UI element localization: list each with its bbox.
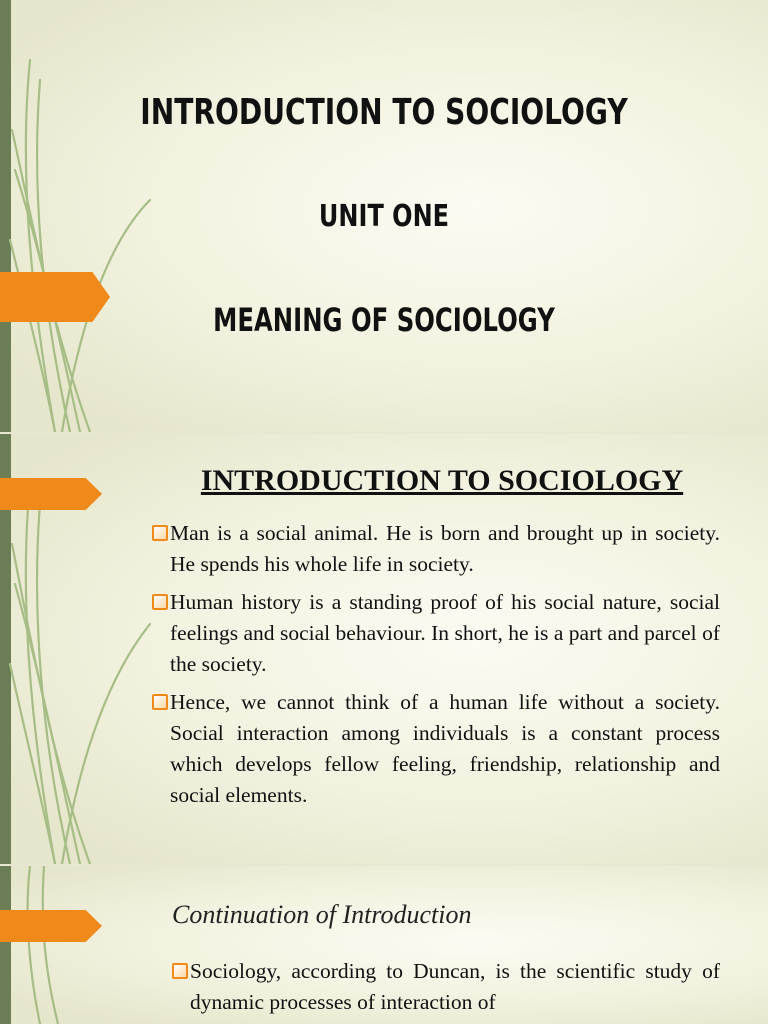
slide-introduction bbox=[0, 434, 768, 864]
checkbox-bullet-icon bbox=[152, 594, 168, 610]
section-heading: Continuation of Introduction bbox=[172, 900, 472, 929]
checkbox-bullet-icon bbox=[152, 694, 168, 710]
slide-continuation bbox=[0, 866, 768, 1024]
bullet-text: Human history is a standing proof of his social nature, social feelings and social behaviour. In short, he is a part and parcel of the society. bbox=[170, 590, 720, 676]
checkbox-bullet-icon bbox=[152, 525, 168, 541]
list-item bbox=[150, 687, 720, 811]
checkbox-bullet-icon bbox=[172, 963, 188, 979]
list-item bbox=[150, 587, 720, 680]
bullet-text: Hence, we cannot think of a human life without a society. Social interaction among individuals is a constant process which develops fellow feeling, friendship, relationship and social elements. bbox=[170, 690, 720, 807]
slide-title-heading: INTRODUCTION TO SOCIOLOGY bbox=[140, 92, 628, 133]
slide-title bbox=[0, 0, 768, 432]
bullet-text: Sociology, according to Duncan, is the scientific study of dynamic processes of interaction of bbox=[190, 959, 720, 1014]
vine-decoration-icon bbox=[0, 866, 160, 1024]
section-heading: INTRODUCTION TO SOCIOLOGY bbox=[200, 464, 684, 497]
bullet-list bbox=[170, 956, 720, 1024]
arrow-tab-icon bbox=[0, 910, 102, 942]
slide-subtitle: MEANING OF SOCIOLOGY bbox=[213, 301, 555, 339]
bullet-list bbox=[150, 518, 720, 818]
list-item bbox=[170, 956, 720, 1018]
list-item bbox=[150, 518, 720, 580]
unit-label: UNIT ONE bbox=[318, 199, 450, 234]
bullet-text: Man is a social animal. He is born and brought up in society. He spends his whole life in society. bbox=[170, 521, 720, 576]
